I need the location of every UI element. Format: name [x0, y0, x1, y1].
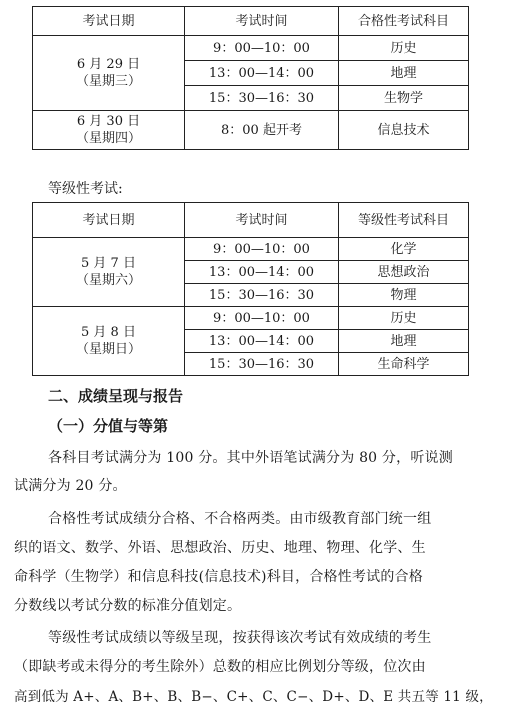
date-text: 5 月 8 日: [81, 325, 136, 340]
paragraph-line: 合格性考试成绩分合格、不合格两类。由市级教育部门统一组: [48, 511, 432, 527]
table-header-row: [33, 7, 469, 36]
time-cell: 8：00 起开考: [185, 111, 339, 150]
header-date: 考试日期: [33, 7, 185, 36]
date-cell: [33, 307, 185, 376]
weekday-text: （星期四）: [75, 131, 141, 146]
time-cell: 13：00—14：00: [185, 61, 339, 86]
subject-cell: 生物学: [339, 86, 469, 111]
table-header-row: [33, 203, 469, 238]
table-row: [33, 238, 469, 261]
time-cell: 13：00—14：00: [185, 330, 339, 353]
subject-cell: 思想政治: [339, 261, 469, 284]
header-time: 考试时间: [185, 7, 339, 36]
time-cell: 15：30—16：30: [185, 353, 339, 376]
paragraph-line: 等级性考试成绩以等级呈现，按获得该次考试有效成绩的考生: [48, 630, 432, 646]
weekday-text: （星期日）: [75, 342, 141, 357]
paragraph-line: 命科学（生物学）和信息科技(信息技术)科目，合格性考试的合格: [14, 569, 423, 585]
subject-cell: 地理: [339, 61, 469, 86]
table-row: [33, 36, 469, 61]
subject-cell: 化学: [339, 238, 469, 261]
date-cell: [33, 111, 185, 150]
section-label: 等级性考试:: [48, 181, 123, 197]
paragraph-line: 织的语文、数学、外语、思想政治、历史、地理、物理、化学、生: [14, 540, 426, 556]
time-cell: 9：00—10：00: [185, 36, 339, 61]
time-cell: 9：00—10：00: [185, 307, 339, 330]
date-text: 6 月 30 日: [76, 114, 141, 129]
table-row: [33, 307, 469, 330]
header-subject: 合格性考试科目: [339, 7, 469, 36]
section-heading: 二、成绩呈现与报告: [48, 387, 184, 405]
weekday-text: （星期六）: [75, 273, 141, 288]
paragraph-line: （即缺考或未得分的考生除外）总数的相应比例划分等级，位次由: [14, 659, 426, 675]
subject-cell: 物理: [339, 284, 469, 307]
paragraph-line: 高到低为 A+、A、B+、B、B−、C+、C、C−、D+、D、E 共五等 11 级，: [14, 689, 493, 705]
header-time: 考试时间: [185, 203, 339, 238]
subject-cell: 地理: [339, 330, 469, 353]
time-cell: 15：30—16：30: [185, 284, 339, 307]
subsection-heading: （一）分值与等第: [48, 417, 169, 435]
time-cell: 9：00—10：00: [185, 238, 339, 261]
subject-cell: 生命科学: [339, 353, 469, 376]
graded-exam-table: [32, 202, 469, 376]
qualification-exam-table: [32, 6, 469, 150]
paragraph-line: 各科目考试满分为 100 分。其中外语笔试满分为 80 分，听说测: [48, 450, 453, 466]
subject-cell: 历史: [339, 307, 469, 330]
date-cell: [33, 36, 185, 111]
header-date: 考试日期: [33, 203, 185, 238]
header-subject: 等级性考试科目: [339, 203, 469, 238]
paragraph-line: 分数线以考试分数的标准分值划定。: [14, 598, 242, 614]
date-text: 5 月 7 日: [81, 256, 136, 271]
weekday-text: （星期三）: [75, 74, 141, 89]
subject-cell: 信息技术: [339, 111, 469, 150]
table-row: [33, 111, 469, 150]
date-text: 6 月 29 日: [76, 57, 141, 72]
time-cell: 13：00—14：00: [185, 261, 339, 284]
date-cell: [33, 238, 185, 307]
paragraph-line: 试满分为 20 分。: [14, 478, 127, 494]
time-cell: 15：30—16：30: [185, 86, 339, 111]
subject-cell: 历史: [339, 36, 469, 61]
